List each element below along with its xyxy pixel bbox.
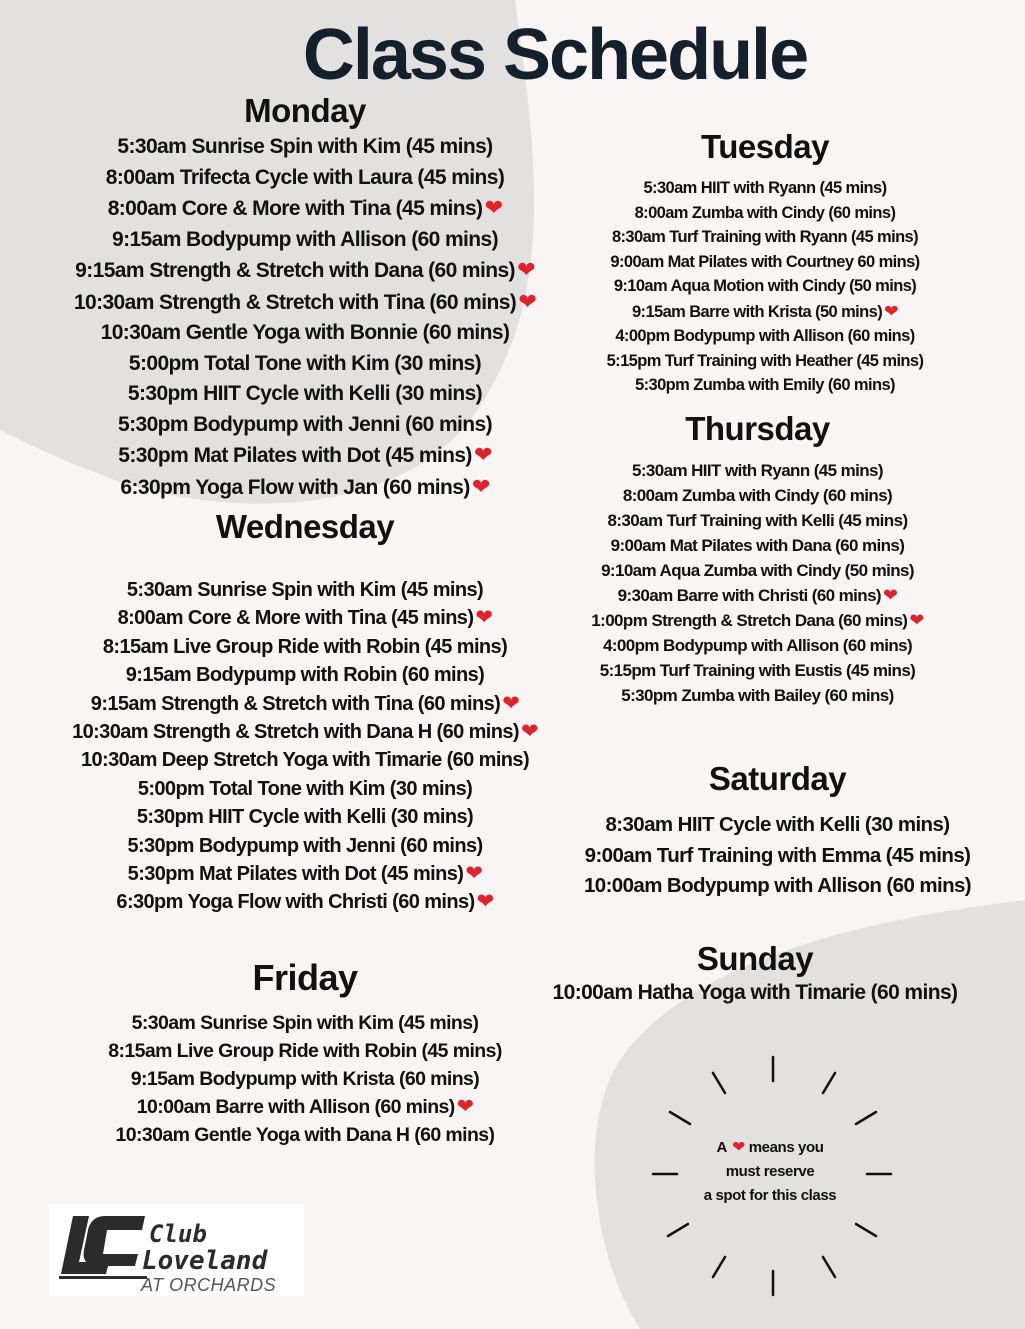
class-item: [20, 604, 590, 632]
class-item: [20, 1093, 590, 1121]
class-text: 9:15am Barre with Krista (50 mins): [631, 302, 883, 321]
class-item: [20, 661, 590, 689]
class-item: [20, 225, 590, 256]
class-item: [550, 683, 965, 708]
class-text: 10:30am Strength & Stretch with Dana H (60 mins): [72, 721, 519, 744]
class-text: 4:00pm Bodypump with Allison (60 mins): [602, 636, 913, 655]
logo-club-text: Club: [149, 1220, 207, 1248]
class-item: [20, 576, 590, 604]
day-monday: [20, 92, 590, 503]
class-text: 9:15am Strength & Stretch with Tina (60 mins): [90, 692, 501, 715]
day-heading: Thursday: [685, 410, 830, 447]
day-heading: Sunday: [696, 940, 814, 977]
class-item: [20, 860, 590, 888]
class-item: [20, 287, 590, 319]
class-item: [550, 658, 965, 683]
class-item: [20, 318, 590, 349]
class-text: 8:00am Trifecta Cycle with Laura (45 mins): [105, 165, 505, 189]
class-text: 5:30pm Bodypump with Jenni (60 mins): [118, 412, 492, 436]
class-item: [550, 583, 965, 608]
class-text: 9:15am Bodypump with Robin (60 mins): [125, 664, 485, 687]
class-item: [560, 201, 970, 226]
class-item: [560, 176, 970, 201]
class-item: [20, 1009, 590, 1037]
class-item: [560, 324, 970, 349]
class-item: [20, 379, 590, 410]
day-sunday: [505, 940, 1005, 1008]
class-item: [20, 410, 590, 441]
class-text: 9:15am Bodypump with Allison (60 mins): [112, 227, 498, 251]
class-item: [550, 633, 965, 658]
note-line-3: a spot for this class: [703, 1187, 837, 1204]
class-list: [505, 978, 1005, 1008]
heart-icon: ❤: [456, 1095, 474, 1118]
class-text: 10:00am Bodypump with Allison (60 mins): [583, 874, 972, 897]
class-text: 5:30pm HIIT Cycle with Kelli (30 mins): [127, 382, 483, 405]
class-item: [550, 483, 965, 508]
heart-icon: ❤: [476, 890, 494, 914]
class-item: [20, 832, 590, 860]
class-text: 8:15am Live Group Ride with Robin (45 mins): [108, 1040, 502, 1062]
class-text: 8:00am Zumba with Cindy (60 mins): [622, 486, 893, 505]
class-text: 5:00pm Total Tone with Kim (30 mins): [137, 777, 473, 800]
day-wednesday: [20, 508, 590, 917]
class-text: 9:30am Barre with Christi (60 mins): [617, 586, 881, 605]
class-item: [20, 193, 590, 225]
class-text: 5:30am Sunrise Spin with Kim (45 mins): [126, 579, 484, 601]
class-item: [20, 888, 590, 916]
class-item: [560, 349, 970, 374]
class-text: 10:00am Hatha Yoga with Timarie (60 mins): [552, 981, 958, 1004]
heart-icon: ❤: [883, 585, 898, 605]
class-item: [550, 841, 1005, 872]
class-item: [20, 132, 590, 163]
class-text: 5:30am HIIT with Ryann (45 mins): [632, 461, 883, 480]
class-text: 5:30pm Zumba with Bailey (60 mins): [621, 686, 894, 705]
logo-loveland-text: Loveland: [142, 1246, 268, 1276]
class-text: 8:30am Turf Training with Kelli (45 mins): [607, 511, 908, 530]
heart-icon: ❤: [518, 288, 537, 314]
class-text: 5:15pm Turf Training with Heather (45 mins): [606, 351, 924, 370]
class-text: 9:00am Turf Training with Emma (45 mins): [584, 843, 971, 867]
class-text: 9:15am Bodypump with Krista (60 mins): [130, 1068, 480, 1090]
class-item: [20, 690, 590, 718]
reservation-note: [670, 1136, 870, 1208]
note-line-2: must reserve: [725, 1163, 815, 1180]
heart-icon: ❤: [502, 691, 520, 715]
heart-icon: ❤: [465, 862, 483, 886]
lc-logo-mark-icon: [57, 1212, 149, 1282]
day-heading: Saturday: [708, 760, 847, 797]
class-text: 9:15am Strength & Stretch with Dana (60 mins): [75, 259, 515, 282]
class-item: [20, 1121, 590, 1149]
class-text: 10:00am Barre with Allison (60 mins): [136, 1096, 455, 1118]
heart-icon: ❤: [475, 606, 493, 630]
class-item: [20, 718, 590, 746]
class-list: [20, 576, 590, 917]
class-text: 10:30am Gentle Yoga with Bonnie (60 mins): [100, 321, 510, 344]
class-text: 5:30pm Zumba with Emily (60 mins): [635, 376, 895, 394]
class-text: 10:30am Strength & Stretch with Tina (60 mins): [73, 290, 517, 314]
class-item: [560, 250, 970, 275]
class-text: 9:00am Mat Pilates with Courtney 60 mins): [610, 252, 920, 271]
class-item: [20, 746, 590, 774]
class-list: [560, 176, 970, 398]
heart-icon: ❤: [473, 442, 492, 467]
class-text: 4:00pm Bodypump with Allison (60 mins): [615, 327, 915, 345]
class-item: [550, 558, 965, 583]
day-thursday: [550, 410, 965, 708]
club-logo: [49, 1204, 304, 1296]
class-text: 10:30am Gentle Yoga with Dana H (60 mins): [115, 1124, 495, 1146]
class-text: 5:15pm Turf Training with Eustis (45 mins): [599, 661, 916, 680]
class-item: [20, 633, 590, 661]
heart-icon: ❤: [732, 1139, 745, 1156]
class-item: [560, 274, 970, 299]
heart-icon: ❤: [520, 720, 538, 744]
day-tuesday: [560, 128, 970, 398]
class-text: 5:30am HIIT with Ryann (45 mins): [643, 179, 887, 197]
class-text: 6:30pm Yoga Flow with Christi (60 mins): [116, 891, 475, 914]
class-text: 5:00pm Total Tone with Kim (30 mins): [128, 351, 482, 375]
page-title: Class Schedule: [302, 15, 808, 95]
class-item: [550, 458, 965, 483]
class-item: [550, 533, 965, 558]
day-heading: Tuesday: [701, 128, 829, 165]
heart-icon: ❤: [484, 195, 503, 220]
class-text: 5:30pm Bodypump with Jenni (60 mins): [127, 834, 483, 857]
class-text: 9:10am Aqua Motion with Cindy (50 mins): [613, 277, 917, 295]
class-item: [20, 1065, 590, 1093]
class-text: 5:30pm HIIT Cycle with Kelli (30 mins): [136, 806, 474, 829]
class-item: [20, 349, 590, 380]
class-text: 9:00am Mat Pilates with Dana (60 mins): [610, 536, 905, 555]
class-text: 6:30pm Yoga Flow with Jan (60 mins): [120, 475, 470, 499]
class-text: 8:30am HIIT Cycle with Kelli (30 mins): [605, 813, 950, 836]
heart-icon: ❤: [884, 300, 899, 321]
class-item: [560, 299, 970, 325]
day-heading: Monday: [244, 92, 366, 129]
class-item: [20, 163, 590, 194]
class-list: [20, 132, 590, 503]
class-item: [550, 810, 1005, 841]
logo-subtitle: AT ORCHARDS: [141, 1275, 277, 1295]
class-text: 8:15am Live Group Ride with Robin (45 mins): [102, 635, 508, 658]
day-heading: Friday: [252, 957, 358, 998]
heart-icon: ❤: [909, 610, 924, 630]
class-text: 5:30pm Mat Pilates with Dot (45 mins): [127, 863, 464, 886]
class-text: 8:30am Turf Training with Ryann (45 mins): [611, 228, 919, 246]
class-item: [560, 225, 970, 250]
class-text: 5:30am Sunrise Spin with Kim (45 mins): [117, 135, 493, 158]
class-item: [20, 255, 590, 287]
day-heading: Wednesday: [215, 508, 395, 545]
class-text: 1:00pm Strength & Stretch Dana (60 mins): [591, 611, 908, 630]
class-item: [20, 775, 590, 803]
class-text: 8:00am Core & More with Tina (45 mins): [107, 197, 483, 220]
class-item: [550, 508, 965, 533]
day-saturday: [550, 760, 1005, 902]
heart-icon: ❤: [471, 473, 490, 499]
class-text: 8:00am Zumba with Cindy (60 mins): [634, 203, 896, 222]
class-text: 5:30am Sunrise Spin with Kim (45 mins): [131, 1012, 479, 1034]
class-item: [550, 608, 965, 633]
note-line-1: A ❤ means you: [716, 1139, 824, 1156]
class-text: 10:30am Deep Stretch Yoga with Timarie (60 mins): [80, 749, 530, 772]
class-item: [20, 803, 590, 831]
class-item: [550, 871, 1005, 902]
class-text: 5:30pm Mat Pilates with Dot (45 mins): [118, 444, 472, 467]
class-item: [505, 978, 1005, 1008]
class-item: [20, 440, 590, 472]
class-list: [550, 458, 965, 708]
heart-icon: ❤: [516, 257, 535, 282]
class-text: 9:10am Aqua Zumba with Cindy (50 mins): [601, 561, 914, 580]
class-item: [20, 472, 590, 504]
class-item: [20, 1037, 590, 1065]
class-list: [20, 1009, 590, 1149]
class-list: [550, 810, 1005, 902]
class-text: 8:00am Core & More with Tina (45 mins): [117, 607, 474, 630]
class-item: [560, 373, 970, 398]
